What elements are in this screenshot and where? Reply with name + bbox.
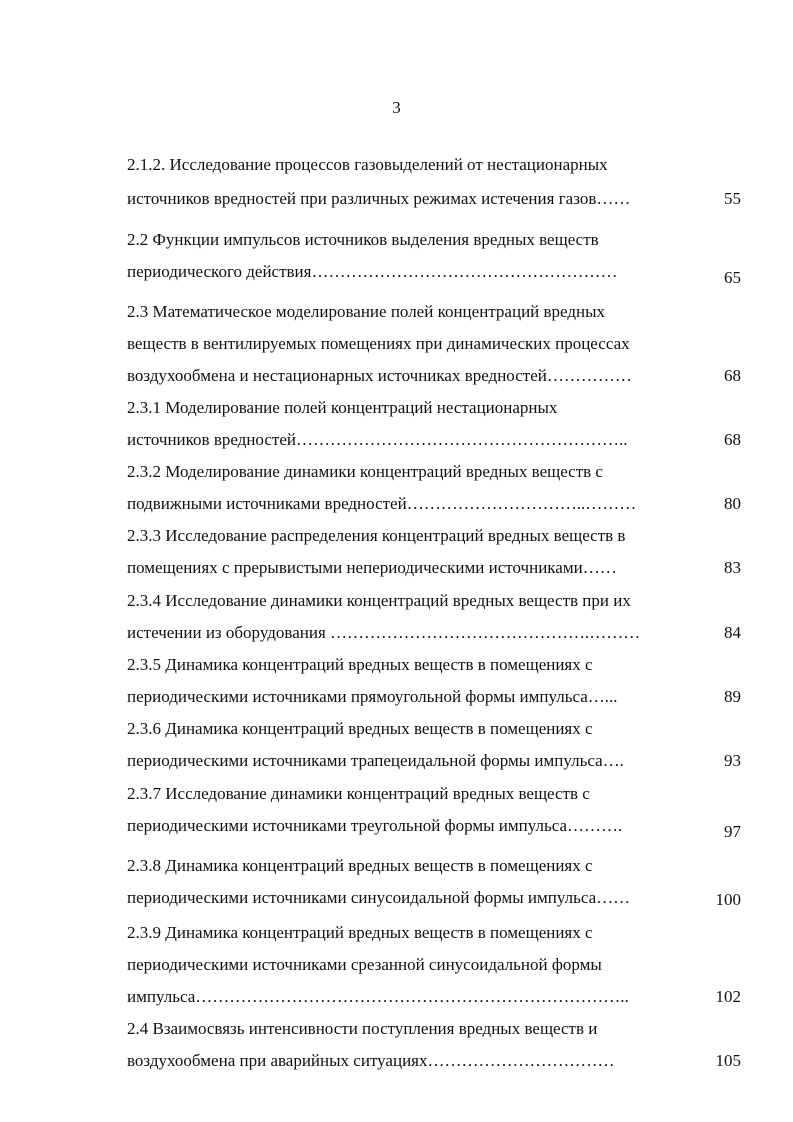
toc-entry-line: воздухообмена при аварийных ситуациях…………………………… <box>127 1051 615 1070</box>
toc-page-number: 80 <box>724 494 741 513</box>
toc-page-number: 100 <box>715 890 741 909</box>
toc-page-number: 65 <box>724 268 741 287</box>
toc-page-number: 93 <box>724 751 741 770</box>
toc-page-number: 105 <box>715 1051 741 1070</box>
toc-entry-line: периодическими источниками срезанной синусоидальной формы <box>127 955 602 974</box>
toc-entry-line: 2.1.2. Исследование процессов газовыделений от нестационарных <box>127 155 608 174</box>
toc-entry-line: 2.3.4 Исследование динамики концентраций вредных веществ при их <box>127 591 631 610</box>
toc-entry-line: 2.3.1 Моделирование полей концентраций нестационарных <box>127 398 558 417</box>
toc-entry-line: подвижными источниками вредностей…………………………..……… <box>127 494 637 513</box>
toc-entry-line: 2.3.9 Динамика концентраций вредных веществ в помещениях с <box>127 923 593 942</box>
toc-entry-line: импульса………………………………………………………………….. <box>127 987 629 1006</box>
toc-page-number: 68 <box>724 430 741 449</box>
toc-entry-line: источников вредностей при различных режимах истечения газов…… <box>127 189 631 208</box>
toc-entry-line: воздухообмена и нестационарных источниках вредностей…………… <box>127 366 632 385</box>
toc-entry-line: периодическими источниками трапецеидальной формы импульса…. <box>127 751 624 770</box>
toc-page-number: 55 <box>724 189 741 208</box>
toc-entry-line: периодическими источниками прямоугольной формы импульса…... <box>127 687 618 706</box>
toc-entry-line: источников вредностей………………………………………………….. <box>127 430 628 449</box>
toc-entry-line: периодического действия……………………………………………… <box>127 262 618 281</box>
toc-entry-line: 2.3.2 Моделирование динамики концентраций вредных веществ с <box>127 462 603 481</box>
toc-page-number: 83 <box>724 558 741 577</box>
toc-entry-line: помещениях с прерывистыми непериодическими источниками…… <box>127 558 617 577</box>
toc-entry-line: истечении из оборудования ……………………………………….……… <box>127 623 641 642</box>
toc-page-number: 102 <box>715 987 741 1006</box>
toc-entry-line: 2.3.8 Динамика концентраций вредных веществ в помещениях с <box>127 856 593 875</box>
toc-page-number: 68 <box>724 366 741 385</box>
toc-entry-line: 2.4 Взаимосвязь интенсивности поступления вредных веществ и <box>127 1019 598 1038</box>
toc-entry-line: 2.3.3 Исследование распределения концентраций вредных веществ в <box>127 526 626 545</box>
page-number: 3 <box>392 98 401 117</box>
toc-entry-line: 2.3.7 Исследование динамики концентраций вредных веществ с <box>127 784 590 803</box>
toc-entry-line: 2.2 Функции импульсов источников выделения вредных веществ <box>127 230 599 249</box>
toc-page-number: 84 <box>724 623 741 642</box>
toc-entry-line: 2.3.6 Динамика концентраций вредных веществ в помещениях с <box>127 719 593 738</box>
toc-entry-line: 2.3 Математическое моделирование полей концентраций вредных <box>127 302 606 321</box>
toc-entry-line: периодическими источниками синусоидальной формы импульса…… <box>127 888 631 907</box>
toc-page-number: 89 <box>724 687 741 706</box>
toc-entry-line: периодическими источниками треугольной формы импульса………. <box>127 816 623 835</box>
toc-entry-line: веществ в вентилируемых помещениях при динамических процессах <box>127 334 630 353</box>
toc-page-number: 97 <box>724 822 741 841</box>
toc-entry-line: 2.3.5 Динамика концентраций вредных веществ в помещениях с <box>127 655 593 674</box>
